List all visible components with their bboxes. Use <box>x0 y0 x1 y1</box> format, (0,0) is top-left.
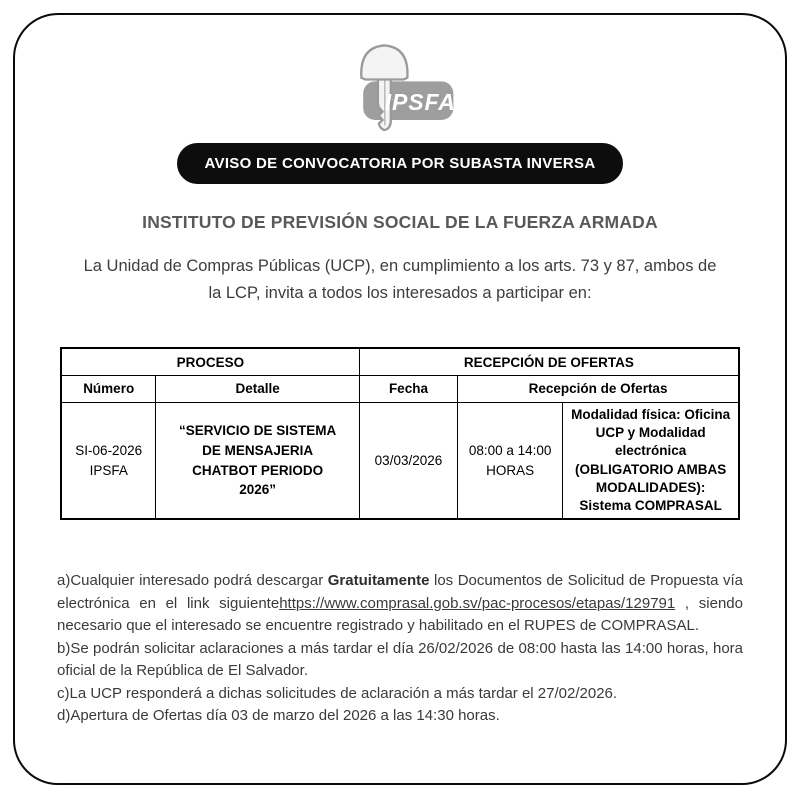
reception-time-unit: HORAS <box>486 462 535 478</box>
note-c: c)La UCP responderá a dichas solicitudes de aclaración a más tardar el 27/02/2026. <box>57 684 618 702</box>
institution-title: INSTITUTO DE PREVISIÓN SOCIAL DE LA FUERZA ARMADA <box>142 212 658 232</box>
note-a-bold-gratuitamente: Gratuitamente <box>327 572 430 590</box>
cell-horario <box>458 402 563 519</box>
group-header-proceso: PROCESO <box>61 348 359 375</box>
notice-banner: AVISO DE CONVOCATORIA POR SUBASTA INVERSA <box>177 143 624 184</box>
note-a-text-start: a)Cualquier interesado podrá descargar <box>57 572 328 590</box>
ipsfa-logo <box>334 39 466 131</box>
note-b: b)Se podrán solicitar aclaraciones a más tardar el día 26/02/2026 de 08:00 hasta las 14:00 horas, hora oficial de la República de El Salvador. <box>57 639 743 680</box>
helmet-shape <box>361 45 407 79</box>
note-d: d)Apertura de Ofertas día 03 de marzo del 2026 a las 14:30 horas. <box>57 707 500 725</box>
notes-section <box>57 570 743 728</box>
table-group-header-row <box>61 348 739 375</box>
note-a-text-mid: los Documentos de Solicitud de Propuesta vía electrónica en el link siguiente <box>57 572 743 612</box>
page-border-frame <box>13 13 787 785</box>
col-header-recepcion-ofertas: Recepción de Ofertas <box>458 375 739 402</box>
cell-numero <box>61 402 156 519</box>
cell-modalidad: Modalidad física: Oficina UCP y Modalidad electrónica (OBLIGATORIO AMBAS MODALIDADES): Sistema COMPRASAL <box>563 402 739 519</box>
group-header-recepcion: RECEPCIÓN DE OFERTAS <box>359 348 739 375</box>
col-header-detalle: Detalle <box>156 375 359 402</box>
intro-paragraph: La Unidad de Compras Públicas (UCP), en cumplimiento a los arts. 73 y 87, ambos de la LCP, invita a todos los interesados a participar en: <box>83 257 717 303</box>
cell-detalle: “SERVICIO DE SISTEMA DE MENSAJERIA CHATBOT PERIODO 2026” <box>156 402 359 519</box>
logo-acronym-text: IPSFA <box>384 88 456 115</box>
table-row <box>61 402 739 519</box>
process-number: SI-06-2026 <box>75 443 143 459</box>
note-a <box>57 570 743 638</box>
col-header-numero: Número <box>61 375 156 402</box>
reception-time-range: 08:00 a 14:00 <box>468 443 552 459</box>
cell-fecha: 03/03/2026 <box>359 402 457 519</box>
process-table <box>60 347 740 520</box>
process-entity: IPSFA <box>89 462 128 478</box>
ipsfa-key-helmet-icon <box>334 39 466 131</box>
col-header-fecha: Fecha <box>359 375 457 402</box>
note-a-text-end: , siendo necesario que el interesado se encuentre registrado y habilitado en el RUPES de COMPRASAL. <box>57 594 743 635</box>
comprasal-link[interactable]: https://www.comprasal.gob.sv/pac-procesos/etapas/129791 <box>279 594 676 612</box>
banner-row <box>15 143 785 184</box>
table-column-header-row <box>61 375 739 402</box>
